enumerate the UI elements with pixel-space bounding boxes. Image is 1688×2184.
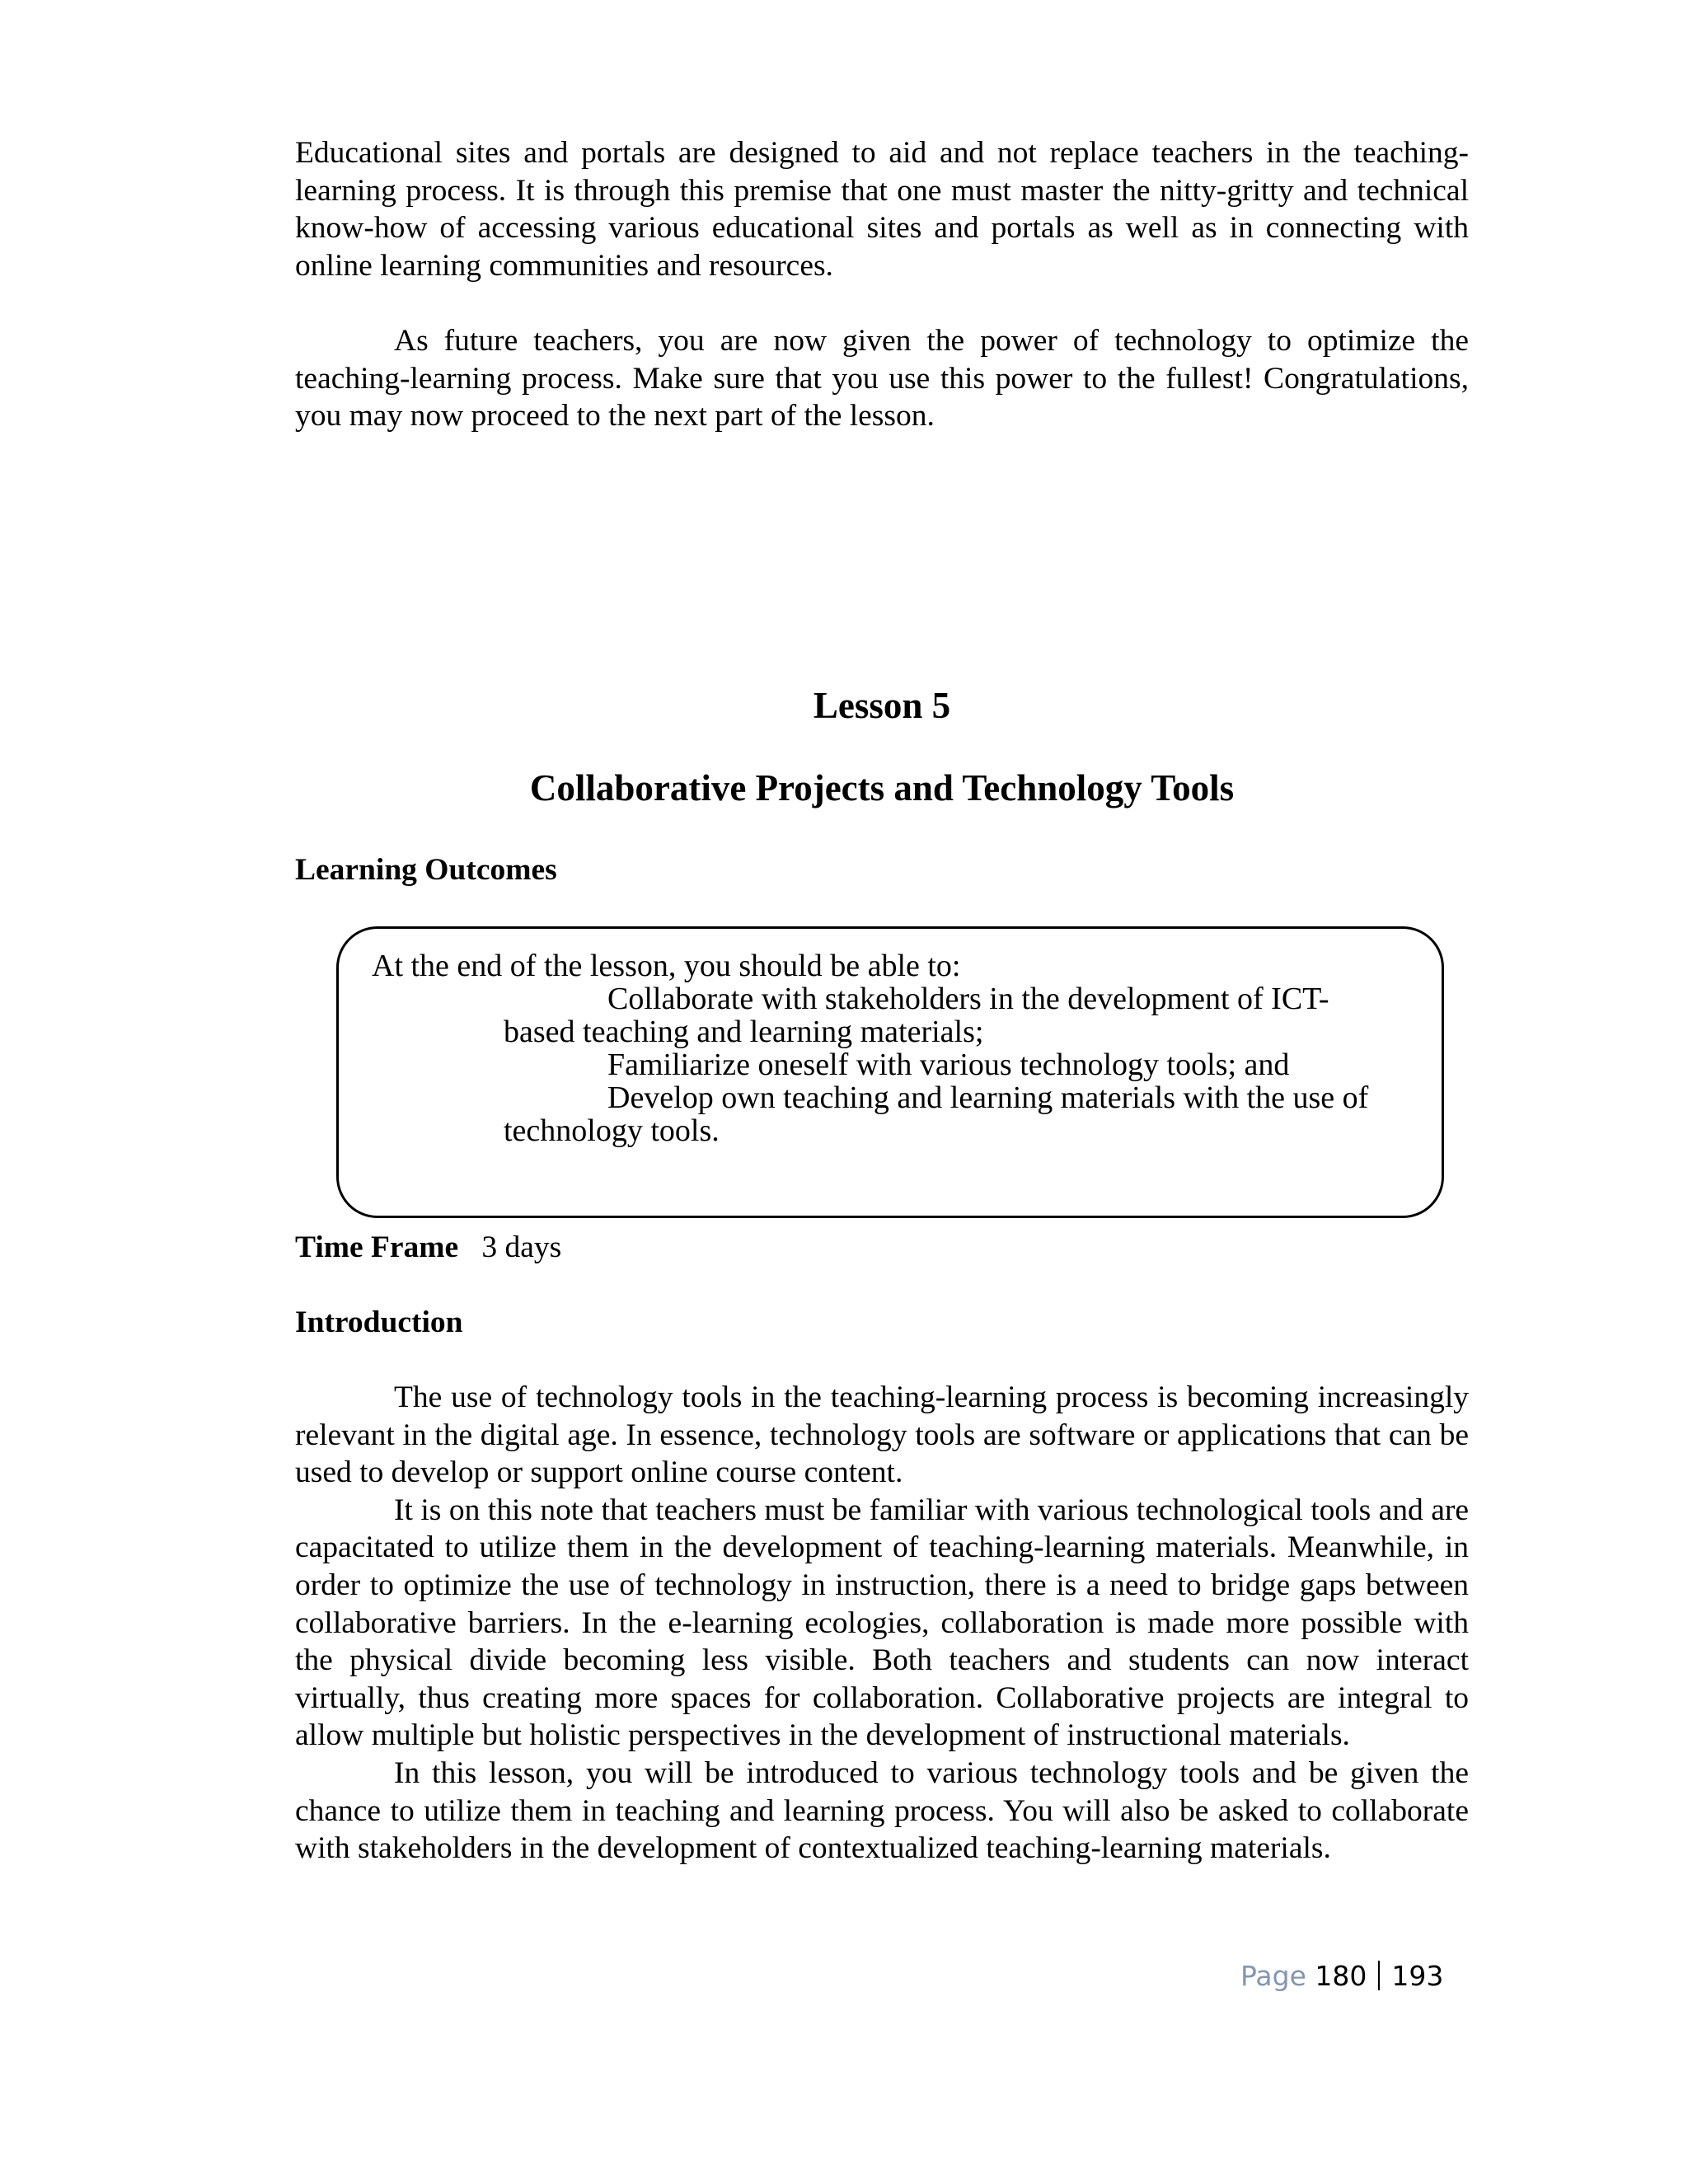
introduction-paragraph-1: The use of technology tools in the teaching-learning process is becoming increasingly relevant in the digital age. In essence, technology tools are software or applications that can be used to develop or support online course content. (295, 1380, 1469, 1490)
page-word: Page (1240, 1960, 1306, 1992)
outcome-item-line: Collaborate with stakeholders in the development of ICT- (607, 982, 1329, 1016)
learning-outcomes-content (372, 949, 1410, 1147)
lesson-number: Lesson 5 (813, 685, 951, 726)
introduction-heading: Introduction (295, 1305, 463, 1339)
outcome-item-line: Familiarize oneself with various technology tools; and (607, 1047, 1290, 1082)
outcomes-lead: At the end of the lesson, you should be able to: (372, 949, 961, 983)
previous-lesson-closing (295, 134, 1469, 435)
current-page-number: 180 (1315, 1960, 1367, 1992)
introduction-body (295, 1379, 1469, 1868)
closing-paragraph-1: Educational sites and portals are designed to aid and not replace teachers in the teaching-learning process. It is through this premise that one must master the nitty-gritty and technical know-how of accessing various educational sites and portals as well as in connecting with online learning communities and resources. (295, 136, 1469, 283)
outcome-item (504, 1048, 1410, 1081)
learning-outcomes-heading: Learning Outcomes (295, 853, 557, 887)
outcome-item-continuation: based teaching and learning materials; (504, 1015, 984, 1049)
footer-divider (1378, 1961, 1380, 1990)
outcome-item (504, 1081, 1410, 1147)
page-number-footer (1240, 1960, 1443, 1993)
total-pages: 193 (1391, 1960, 1444, 1992)
learning-outcomes-box (336, 926, 1444, 1218)
introduction-paragraph-2: It is on this note that teachers must be familiar with various technological tools and are capacitated to utilize them in the development of teaching-learning materials. Meanwhile, in order to optimize the use of technology in instruction, there is a need to bridge gaps between collaborative barriers. In the e-learning ecologies, collaboration is made more possible with the physical divide becoming less visible. Both teachers and students can now interact virtually, thus creating more spaces for collaboration. Collaborative projects are integral to allow multiple but holistic perspectives in the development of instructional materials. (295, 1493, 1469, 1753)
introduction-paragraph-3: In this lesson, you will be introduced to various technology tools and be given the chance to utilize them in teaching and learning process. You will also be asked to collaborate with stakeholders in the development of contextualized teaching-learning materials. (295, 1755, 1469, 1866)
outcome-item-line: Develop own teaching and learning materials with the use of (607, 1080, 1369, 1115)
outcome-item-continuation: technology tools. (504, 1113, 720, 1148)
time-frame-value: 3 days (481, 1230, 562, 1264)
closing-paragraph-2: As future teachers, you are now given the power of technology to optimize the teaching-learning process. Make sure that you use this power to the fullest! Congratulations, you may now proceed to the next part of the lesson. (295, 323, 1469, 434)
outcome-item (504, 982, 1410, 1048)
time-frame (295, 1229, 561, 1267)
lesson-title: Collaborative Projects and Technology Tools (529, 767, 1235, 808)
time-frame-label: Time Frame (295, 1230, 459, 1264)
